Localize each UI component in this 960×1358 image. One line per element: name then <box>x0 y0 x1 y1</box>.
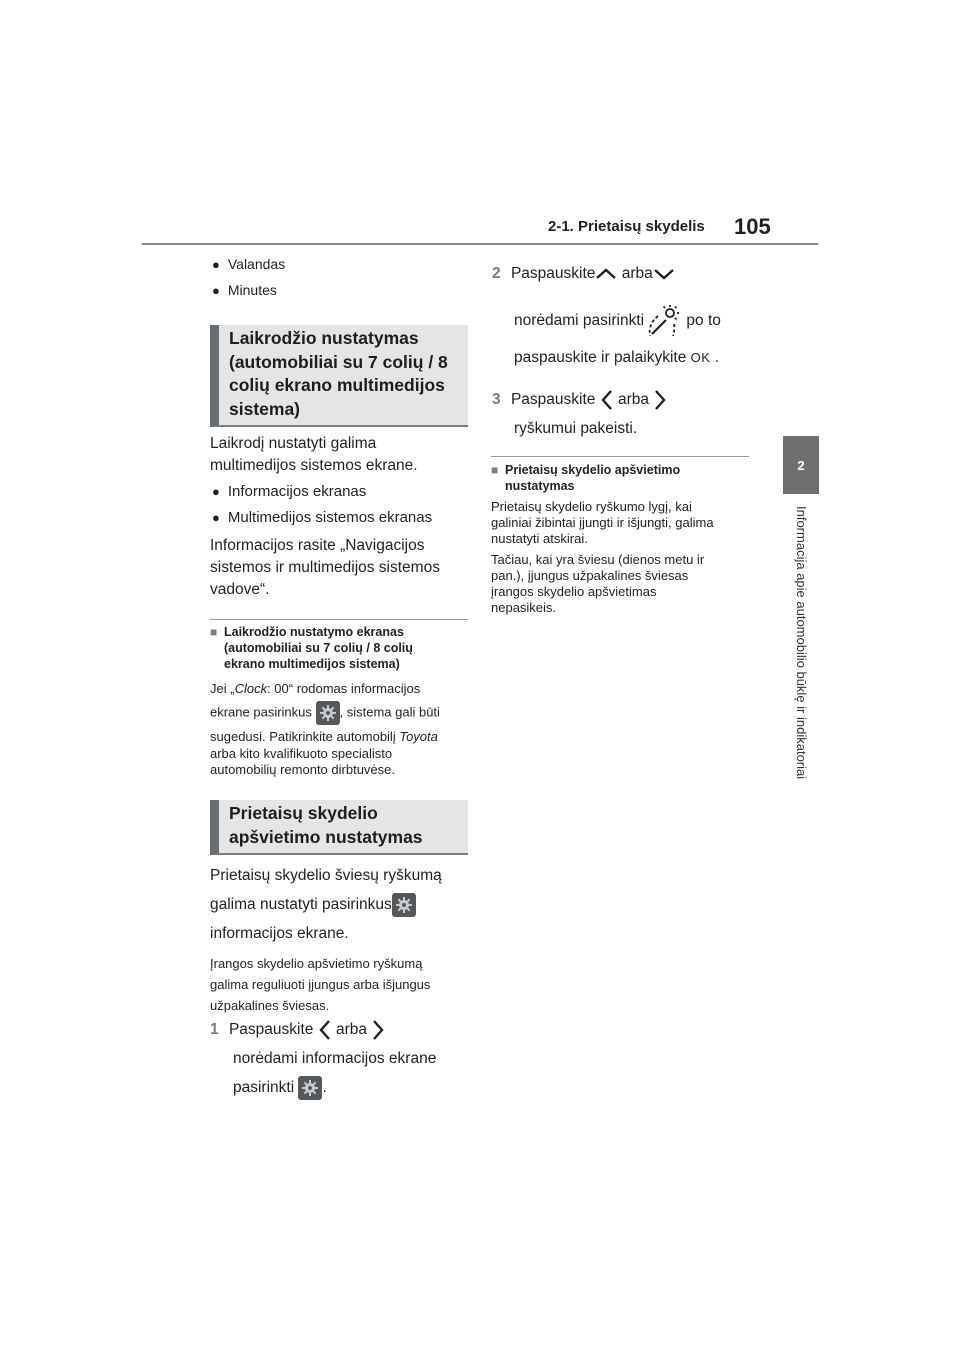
gear-icon <box>316 701 340 725</box>
note-illumination-p1: Prietaisų skydelio ryškumo lygį, kai galiniai žibintai įjungti ir išjungti, galima nustatyti atskirai. <box>491 499 714 546</box>
bullet-multimedia-screen: ● Multimedijos sistemos ekranas <box>212 509 432 526</box>
bullet-hours: ● Valandas <box>212 256 285 272</box>
ok-button-label: OK <box>690 350 711 365</box>
note-illumination-p2: Tačiau, kai yra šviesu (dienos metu ir pan.), įjungus užpakalines šviesas įrangos skydelio apšvietimas nepasikeis. <box>491 552 705 615</box>
note-clock-line2: ekrane pasirinkus , sistema gali būti <box>210 701 440 725</box>
step-3-line2: ryškumui pakeisti. <box>514 420 638 437</box>
note-clock-line3: sugedusi. Patikrinkite automobilį Toyota <box>210 729 438 744</box>
bullet-info-screen: ● Informacijos ekranas <box>212 483 366 500</box>
chevron-right-icon <box>371 1019 385 1041</box>
paragraph-equipment-brightness: Įrangos skydelio apšvietimo ryškumą galima reguliuoti įjungus arba išjungus užpakalines šviesas. <box>210 956 431 1013</box>
paragraph-clock-intro: Laikrodį nustatyti galima multimedijos sistemos ekrane. <box>210 435 418 474</box>
step-number: 3 <box>492 391 501 409</box>
step-number: 2 <box>492 265 501 282</box>
paragraph-illumination-l3: informacijos ekrane. <box>210 925 349 942</box>
note-clock-line1: Jei „Clock: 00“ rodomas informacijos <box>210 681 421 696</box>
header-rule <box>142 243 818 245</box>
running-header: 2-1. Prietaisų skydelis <box>548 218 705 235</box>
step-1-line1: 1 Paspauskite arba <box>210 1019 385 1041</box>
section-banner-clock: Laikrodžio nustatymas (automobiliai su 7 colių / 8 colių ekrano multimedijos sistema) <box>210 325 468 427</box>
chevron-left-icon <box>318 1019 332 1041</box>
chevron-left-icon <box>600 389 614 411</box>
step-2-line2: norėdami pasirinkti po to <box>514 304 721 338</box>
paragraph-illumination-l2: galima nustatyti pasirinkus <box>210 893 416 917</box>
note-title-clock-screen: ■ Laikrodžio nustatymo ekranas (automobiliai su 7 colių / 8 colių ekrano multimedijos sistema) <box>210 624 413 672</box>
chevron-right-icon <box>653 389 667 411</box>
chevron-up-icon <box>595 266 617 282</box>
section-banner-illumination: Prietaisų skydelio apšvietimo nustatymas <box>210 800 468 855</box>
step-2-line3: paspauskite ir palaikykite OK . <box>514 349 720 366</box>
note-rule-right <box>491 456 749 457</box>
gear-icon <box>392 893 416 917</box>
bullet-minutes: ● Minutes <box>212 282 277 298</box>
note-rule-left <box>210 619 468 620</box>
gear-icon <box>298 1076 322 1100</box>
step-3-line1: 3 Paspauskite arba <box>492 389 667 411</box>
paragraph-illumination-l1: Prietaisų skydelio šviesų ryškumą <box>210 867 442 884</box>
page-number: 105 <box>734 214 771 239</box>
chapter-tab <box>783 436 819 494</box>
brightness-icon <box>644 304 682 338</box>
chevron-down-icon <box>653 266 675 282</box>
step-number: 1 <box>210 1021 219 1039</box>
step-1-line2: norėdami informacijos ekrane <box>233 1050 437 1067</box>
note-title-illumination: ■ Prietaisų skydelio apšvietimo nustatymas <box>491 462 680 494</box>
step-1-line3: pasirinkti . <box>233 1076 327 1100</box>
step-2-line1: 2 Paspauskite arba <box>492 263 675 285</box>
paragraph-navigation-ref: Informacijos rasite „Navigacijos sistemos ir multimedijos sistemos vadove“. <box>210 537 440 598</box>
chapter-number: 2 <box>797 457 805 473</box>
note-clock-line4: arba kito kvalifikuoto specialisto automobilių remonto dirbtuvėse. <box>210 746 395 777</box>
